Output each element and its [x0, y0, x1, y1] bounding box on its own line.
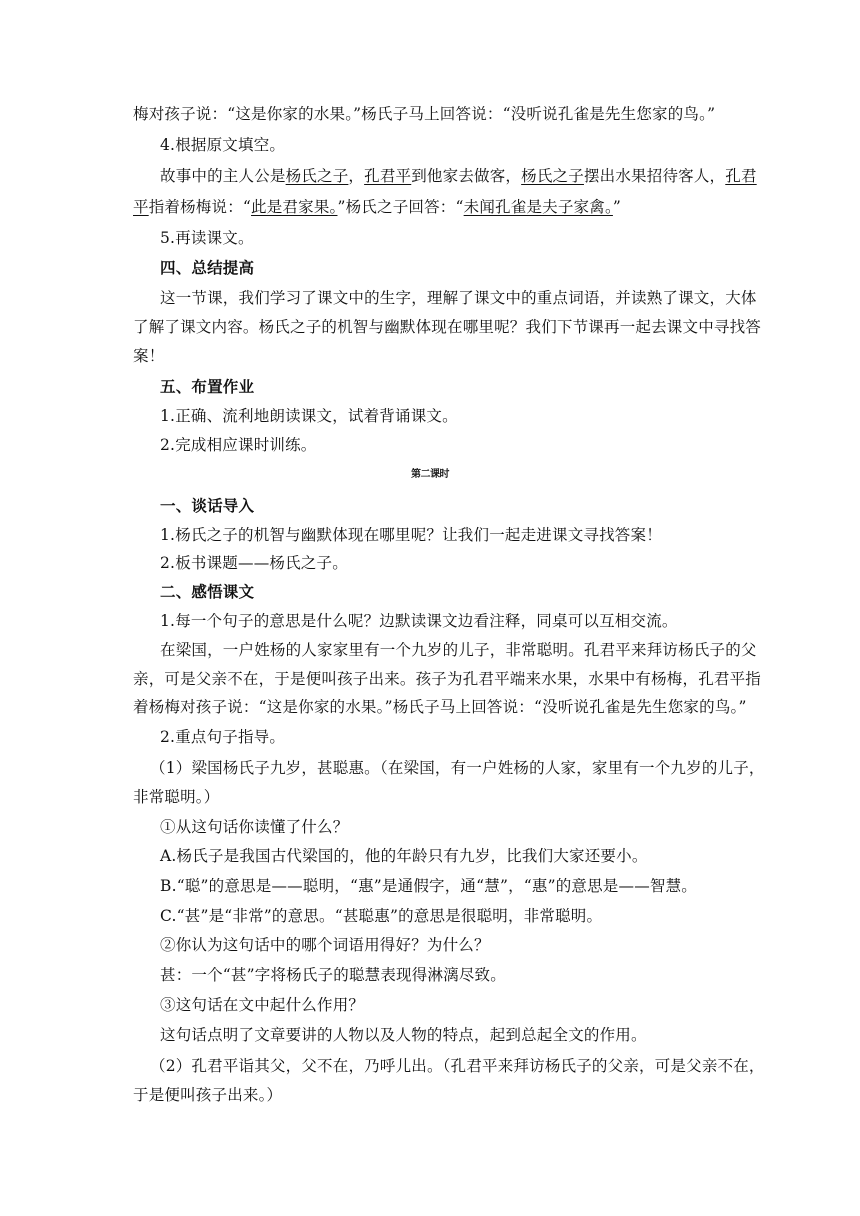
section-heading: 二、感悟课文 — [160, 583, 255, 601]
text-line: 5.再读课文。 — [160, 229, 254, 247]
fill-in-line — [160, 166, 757, 186]
text-line: 在梁国，一户姓杨的人家家里有一个九岁的儿子，非常聪明。孔君平来拜访杨氏子的父 — [160, 641, 757, 659]
text-line: 4.根据原文填空。 — [160, 136, 286, 154]
text-line: 案！ — [133, 347, 165, 365]
underlined-answer: 平 — [133, 198, 149, 216]
underlined-answer: 此是君家果。 — [251, 198, 338, 216]
text-line: 梅对孩子说：“这是你家的水果。”杨氏子马上回答说：“没听说孔雀是先生您家的鸟。” — [133, 105, 716, 123]
section-heading: 五、布置作业 — [160, 378, 255, 396]
text-line: 于是便叫孩子出来。） — [133, 1086, 283, 1104]
text-line: （1）梁国杨氏子九岁，甚聪惠。（在梁国，有一户姓杨的人家，家里有一个九岁的儿子， — [150, 759, 765, 777]
text-line: 1.每一个句子的意思是什么呢？边默读课文边看注释，同桌可以互相交流。 — [160, 612, 678, 630]
text-line: 2.板书课题——杨氏之子。 — [160, 554, 348, 572]
text-line: 2.完成相应课时训练。 — [160, 436, 317, 454]
text-span: ” — [612, 198, 622, 216]
text-line: 这一节课，我们学习了课文中的生字，理解了课文中的重点词语，并读熟了课文，大体 — [160, 289, 757, 307]
text-line: A.杨氏子是我国古代梁国的，他的年龄只有九岁，比我们大家还要小。 — [160, 847, 648, 865]
text-line: B.“聪”的意思是——聪明，“惠”是通假字，通“慧”，“惠”的意思是——智慧。 — [160, 877, 698, 895]
text-span: 到他家去做客， — [411, 167, 522, 185]
text-line: ③这句话在文中起什么作用？ — [160, 996, 365, 1014]
text-span: 故事中的主人公是 — [160, 167, 286, 185]
section-heading: 一、谈话导入 — [160, 497, 255, 515]
text-line: （2）孔君平诣其父，父不在，乃呼儿出。（孔君平来拜访杨氏子的父亲，可是父亲不在， — [150, 1057, 765, 1075]
text-line: ②你认为这句话中的哪个词语用得好？为什么？ — [160, 936, 490, 954]
text-line: C.“甚”是“非常”的意思。“甚聪惠”的意思是很聪明，非常聪明。 — [160, 907, 603, 925]
underlined-answer: 未闻孔雀是夫子家禽。 — [463, 198, 613, 216]
lesson-title: 第二课时 — [411, 469, 449, 480]
text-line: 非常聪明。） — [133, 788, 220, 806]
text-line: 了解了课文内容。杨氏之子的机智与幽默体现在哪里呢？我们下节课再一起去课文中寻找答 — [133, 318, 762, 336]
underlined-answer: 孔君 — [725, 167, 757, 185]
text-line: 这句话点明了文章要讲的人物以及人物的特点，起到总起全文的作用。 — [160, 1026, 647, 1044]
underlined-answer: 孔君平 — [364, 167, 412, 185]
text-line: 亲，可是父亲不在，于是便叫孩子出来。孩子为孔君平端来水果，水果中有杨梅，孔君平指 — [133, 670, 762, 688]
text-span: 指着杨梅说：“ — [148, 198, 252, 216]
text-line: 1.正确、流利地朗读课文，试着背诵课文。 — [160, 407, 458, 425]
text-line: 2.重点句子指导。 — [160, 728, 286, 746]
section-heading: 四、总结提高 — [160, 259, 255, 277]
text-line: ①从这句话你读懂了什么？ — [160, 818, 349, 836]
text-line: 甚：一个“甚”字将杨氏子的聪慧表现得淋漓尽致。 — [160, 966, 506, 984]
text-line: 着杨梅对孩子说：“这是你家的水果。”杨氏子马上回答说：“没听说孔雀是先生您家的鸟。” — [133, 698, 747, 716]
text-span: 摆出水果招待客人， — [583, 167, 726, 185]
underlined-answer: 杨氏之子 — [285, 167, 349, 185]
text-line: 1.杨氏之子的机智与幽默体现在哪里呢？让我们一起走进课文寻找答案！ — [160, 526, 662, 544]
underlined-answer: 杨氏之子 — [521, 167, 584, 185]
text-span: ”杨氏之子回答：“ — [337, 198, 464, 216]
fill-in-line — [133, 197, 621, 217]
text-span: ， — [348, 167, 365, 185]
